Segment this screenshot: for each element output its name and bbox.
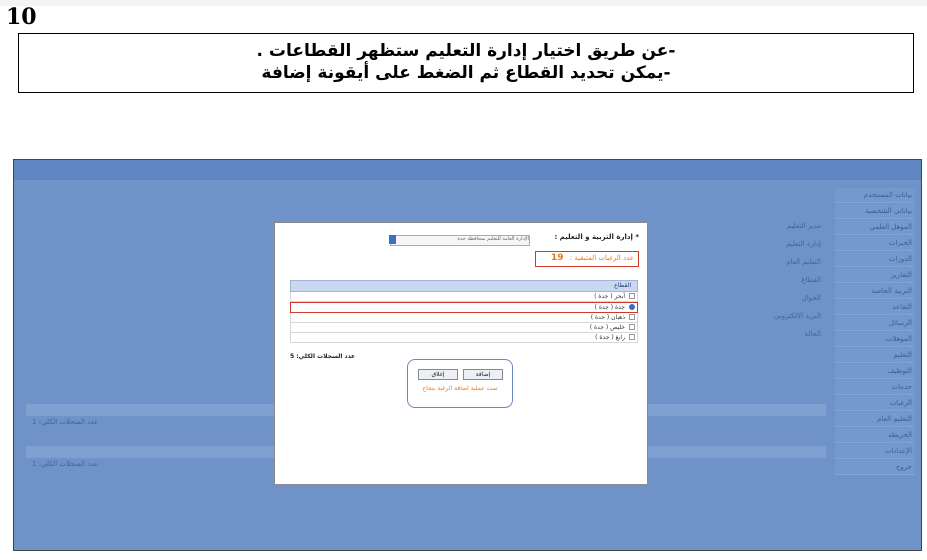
sidebar-item[interactable]: الخريطة [835, 428, 915, 443]
bg-text: التعليم العام [786, 258, 821, 266]
add-sector-dialog [274, 222, 648, 485]
sidebar-item[interactable]: التربية الخاصة [835, 284, 915, 299]
sector-table-header: القطاع [290, 280, 638, 292]
close-button[interactable]: إغلاق [418, 369, 458, 380]
sector-table [290, 280, 638, 343]
table-row[interactable] [290, 292, 638, 302]
row-checkbox[interactable] [629, 293, 635, 299]
remaining-choices-label: عدد الرغبات المتبقية : [569, 254, 634, 262]
total-records: عدد السجلات الكلي: 5 [290, 353, 356, 360]
row-checkbox[interactable] [629, 314, 635, 320]
bg-text: إدارة التعليم [786, 240, 821, 248]
add-button[interactable]: إضافة [463, 369, 503, 380]
table-row[interactable] [290, 323, 638, 333]
sidebar-item[interactable]: خدمات [835, 380, 915, 395]
instruction-line-2: -يمكن تحديد القطاع ثم الضغط على أيقونة إضافة [261, 63, 671, 83]
bg-text: الحالة [804, 330, 821, 338]
sidebar-item[interactable]: التوظيف [835, 364, 915, 379]
remaining-choices-box [535, 251, 639, 267]
instruction-box [18, 33, 914, 93]
actions-group [407, 359, 513, 408]
row-checkbox[interactable] [629, 334, 635, 340]
row-label: ذهبان ( جدة ) [590, 314, 625, 321]
sidebar [835, 188, 915, 476]
sidebar-item[interactable]: التعليم [835, 348, 915, 363]
table-row[interactable] [290, 313, 638, 323]
sidebar-item[interactable]: الدورات [835, 252, 915, 267]
row-label: رابغ ( جدة ) [595, 334, 625, 341]
bg-text: مدير التعليم [786, 222, 821, 230]
row-label: خليص ( جدة ) [589, 324, 625, 331]
sidebar-item[interactable]: التقاعد [835, 300, 915, 315]
sidebar-item[interactable]: التعليم العام [835, 412, 915, 427]
sidebar-item[interactable]: الرغبات [835, 396, 915, 411]
education-dept-select[interactable]: الإدارة العامة للتعليم بمحافظة جدة [390, 235, 530, 246]
row-radio-selected[interactable] [629, 304, 635, 310]
sidebar-item[interactable]: المؤهلات [835, 332, 915, 347]
app-header [14, 160, 921, 180]
remaining-choices-value: 19 [551, 253, 564, 263]
dropdown-arrow-icon[interactable] [389, 235, 396, 244]
sidebar-item[interactable]: الرسائل [835, 316, 915, 331]
top-strip [0, 0, 927, 6]
bg-text: عدد السجلات الكلي: 1 [32, 460, 99, 468]
bg-text: البريد الالكتروني [774, 312, 821, 320]
education-dept-label: * إدارة التربية و التعليم : [554, 233, 639, 241]
sidebar-item[interactable]: التقارير [835, 268, 915, 283]
table-row[interactable] [290, 333, 638, 343]
sidebar-item[interactable]: المؤهل العلمي [835, 220, 915, 235]
row-label: أبحر ( جدة ) [594, 293, 625, 300]
row-label: جدة ( جدة ) [594, 304, 625, 311]
sidebar-item[interactable]: بيانات المستخدم [835, 188, 915, 203]
row-checkbox[interactable] [629, 324, 635, 330]
page-number: 10 [6, 4, 37, 30]
sidebar-item[interactable]: الخبرات [835, 236, 915, 251]
bg-text: الجوال [801, 294, 821, 302]
table-row-selected[interactable] [290, 302, 638, 313]
instruction-line-1: -عن طريق اختيار إدارة التعليم ستظهر القطاعات . [256, 41, 676, 61]
bg-text: عدد السجلات الكلي: 1 [32, 418, 99, 426]
sidebar-item[interactable]: خروج [835, 460, 915, 475]
sidebar-item[interactable]: بياناتي الشخصية [835, 204, 915, 219]
success-message: تمت عملية اضافة الرغبة بنجاح [422, 385, 498, 392]
bg-text: القطاع [801, 276, 821, 284]
sidebar-item[interactable]: الإعدادات [835, 444, 915, 459]
